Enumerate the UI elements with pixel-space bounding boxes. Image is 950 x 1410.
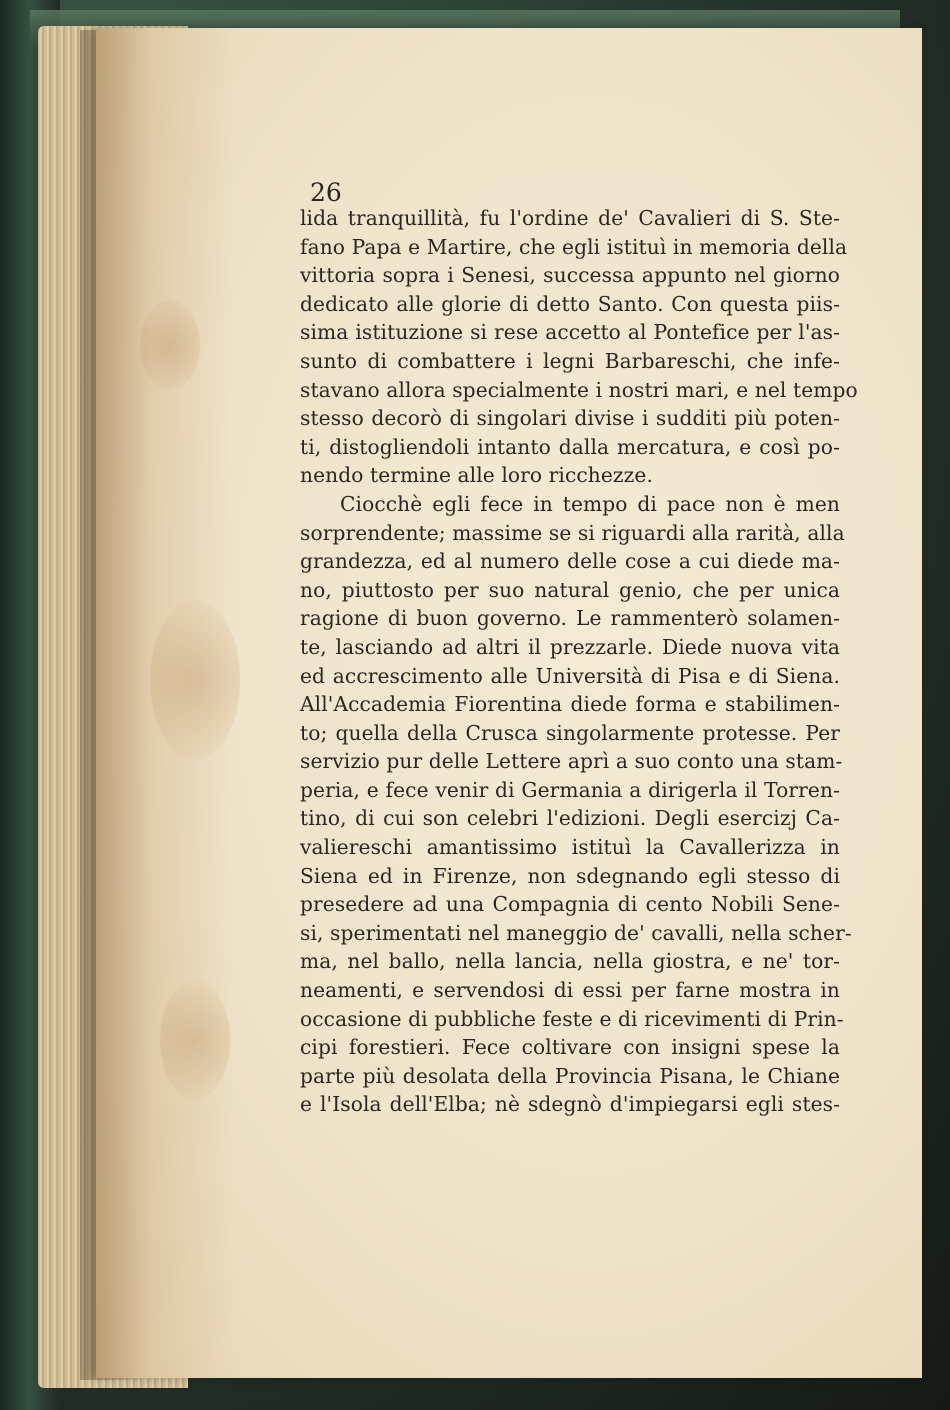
text-line: presedere ad una Compagnia di cento Nobili Sene-: [300, 892, 840, 917]
text-line: neamenti, e servendosi di essi per farne mostra in: [300, 978, 840, 1003]
text-line: ed accrescimento alle Università di Pisa e di Siena.: [300, 663, 840, 688]
page-text-block: [300, 178, 858, 1119]
foxing-spot: [150, 600, 240, 760]
text-line: Siena ed in Firenze, non sdegnando egli stesso di: [300, 863, 840, 888]
text-line: sima istituzione si rese accetto al Pontefice per l'as-: [300, 320, 840, 345]
text-line: ma, nel ballo, nella lancia, nella giostra, e ne' tor-: [300, 949, 840, 974]
text-line: nendo termine alle loro ricchezze.: [300, 463, 653, 488]
text-line: e l'Isola dell'Elba; nè sdegnò d'impiegarsi egli stes-: [300, 1092, 840, 1117]
foxing-spot: [160, 980, 230, 1100]
text-line: ragione di buon governo. Le rammenterò solamen-: [300, 606, 840, 631]
text-line: parte più desolata della Provincia Pisana, le Chiane: [300, 1063, 840, 1088]
text-line: cipi forestieri. Fece coltivare con insigni spese la: [300, 1035, 840, 1060]
foxing-spot: [140, 300, 200, 390]
text-line: peria, e fece venir di Germania a dirigerla il Torren-: [300, 777, 840, 802]
text-line: to; quella della Crusca singolarmente protesse. Per: [300, 720, 840, 745]
text-line: stavano allora specialmente i nostri mari, e nel tempo: [300, 377, 858, 402]
text-line: fano Papa e Martire, che egli istituì in memoria della: [300, 234, 848, 259]
text-line: All'Accademia Fiorentina diede forma e stabilimen-: [300, 692, 840, 717]
text-line: grandezza, ed al numero delle cose a cui diede ma-: [300, 549, 840, 574]
text-line: valiereschi amantissimo istituì la Cavallerizza in: [300, 835, 840, 860]
text-line: vittoria sopra i Senesi, successa appunto nel giorno: [300, 263, 840, 288]
text-line: occasione di pubbliche feste e di ricevimenti di Prin-: [300, 1006, 844, 1031]
text-line: dedicato alle glorie di detto Santo. Con questa piis-: [300, 291, 840, 316]
text-line: ti, distogliendoli intanto dalla mercatura, e così po-: [300, 434, 840, 459]
text-line: sunto di combattere i legni Barbareschi, che infe-: [300, 348, 840, 373]
text-line: tino, di cui son celebri l'edizioni. Degli esercizj Ca-: [300, 806, 840, 831]
text-line: te, lasciando ad altri il prezzarle. Diede nuova vita: [300, 634, 840, 659]
text-line: lida tranquillità, fu l'ordine de' Cavalieri di S. Ste-: [300, 206, 840, 230]
text-line: si, sperimentati nel maneggio de' cavalli, nella scher-: [300, 920, 852, 945]
page-number: 26: [310, 178, 342, 207]
text-line: no, piuttosto per suo natural genio, che per unica: [300, 577, 840, 602]
text-line: sorprendente; massime se si riguardi alla rarità, alla: [300, 520, 845, 545]
text-line: stesso decorò di singolari divise i sudditi più poten-: [300, 406, 840, 431]
text-line: servizio pur delle Lettere aprì a suo conto una stam-: [300, 749, 843, 774]
text-line: Ciocchè egli fece in tempo di pace non è men: [340, 491, 840, 516]
